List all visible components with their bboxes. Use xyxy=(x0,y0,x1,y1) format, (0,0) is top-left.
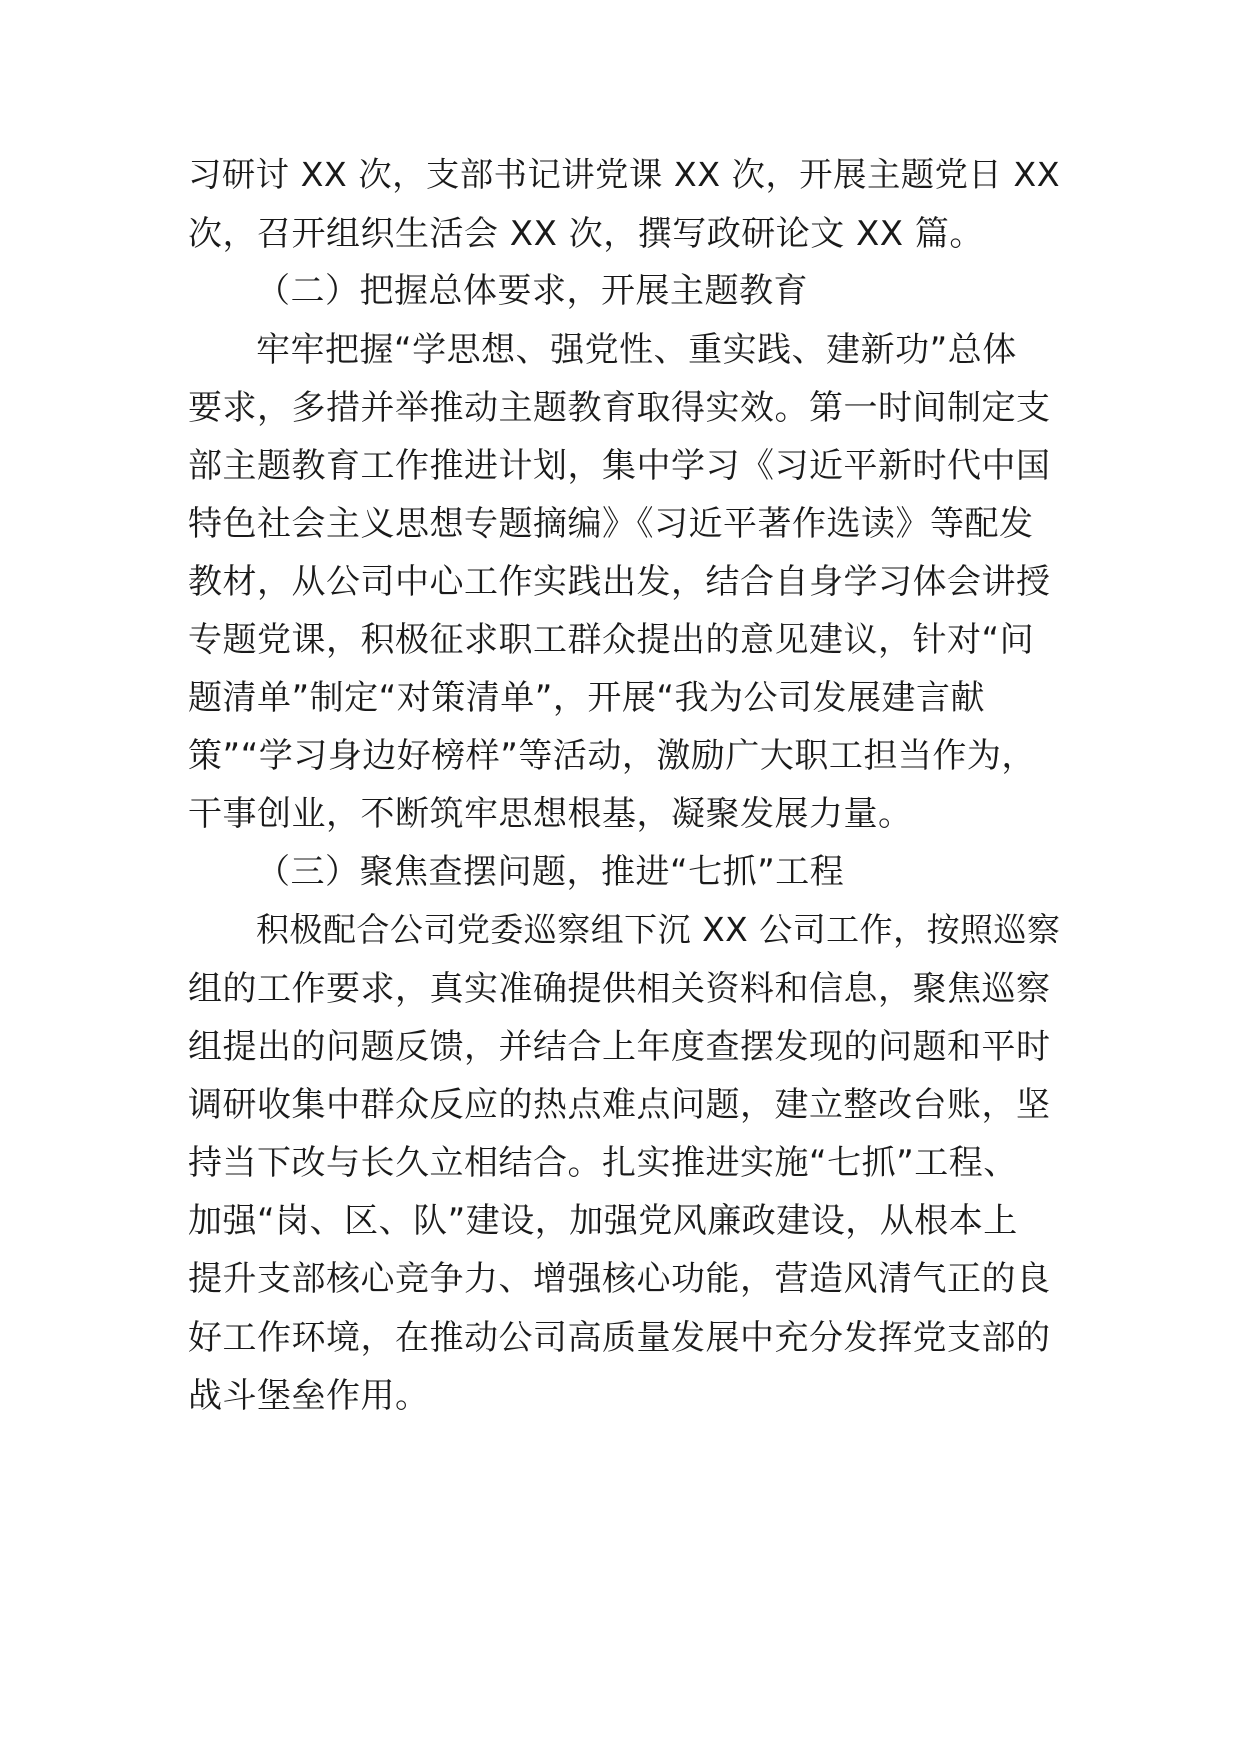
text-line: 习研讨 XX 次，支部书记讲党课 XX 次，开展主题党日 XX xyxy=(188,155,1061,194)
text-line: 要求，多措并举推动主题教育取得实效。第一时间制定支 xyxy=(188,388,1051,428)
text-line: 策”“学习身边好榜样”等活动，激励广大职工担当作为， xyxy=(188,736,1036,776)
text-line: 组的工作要求，真实准确提供相关资料和信息，聚焦巡察 xyxy=(188,969,1051,1009)
text-line: 战斗堡垒作用。 xyxy=(188,1376,430,1416)
text-line: 部主题教育工作推进计划，集中学习《习近平新时代中国 xyxy=(188,446,1051,486)
text-line: 牢牢把握“学思想、强党性、重实践、建新功”总体 xyxy=(256,330,1017,370)
text-line: 组提出的问题反馈，并结合上年度查摆发现的问题和平时 xyxy=(188,1027,1051,1067)
text-line: 专题党课，积极征求职工群众提出的意见建议，针对“问 xyxy=(188,620,1035,660)
text-line: 特色社会主义思想专题摘编》《习近平著作选读》等配发 xyxy=(188,504,1034,544)
text-line: 次，召开组织生活会 XX 次，撰写政研论文 XX 篇。 xyxy=(188,214,984,254)
text-line: 教材，从公司中心工作实践出发，结合自身学习体会讲授 xyxy=(188,562,1051,602)
section-heading-2: （二）把握总体要求，开展主题教育 xyxy=(256,271,808,311)
text-line: 干事创业，不断筑牢思想根基，凝聚发展力量。 xyxy=(188,794,913,834)
text-line: 积极配合公司党委巡察组下沉 XX 公司工作，按照巡察 xyxy=(256,910,1061,949)
text-line: 持当下改与长久立相结合。扎实推进实施“七抓”工程、 xyxy=(188,1143,1018,1183)
text-line: 好工作环境，在推动公司高质量发展中充分发挥党支部的 xyxy=(188,1318,1051,1358)
text-line: 题清单”制定“对策清单”，开展“我为公司发展建言献 xyxy=(188,678,985,718)
text-line: 提升支部核心竞争力、增强核心功能，营造风清气正的良 xyxy=(188,1259,1051,1299)
section-heading-3: （三）聚焦查摆问题，推进“七抓”工程 xyxy=(256,852,845,892)
text-line: 调研收集中群众反应的热点难点问题，建立整改台账，坚 xyxy=(188,1085,1051,1125)
text-line: 加强“岗、区、队”建设，加强党风廉政建设，从根本上 xyxy=(188,1201,1018,1241)
